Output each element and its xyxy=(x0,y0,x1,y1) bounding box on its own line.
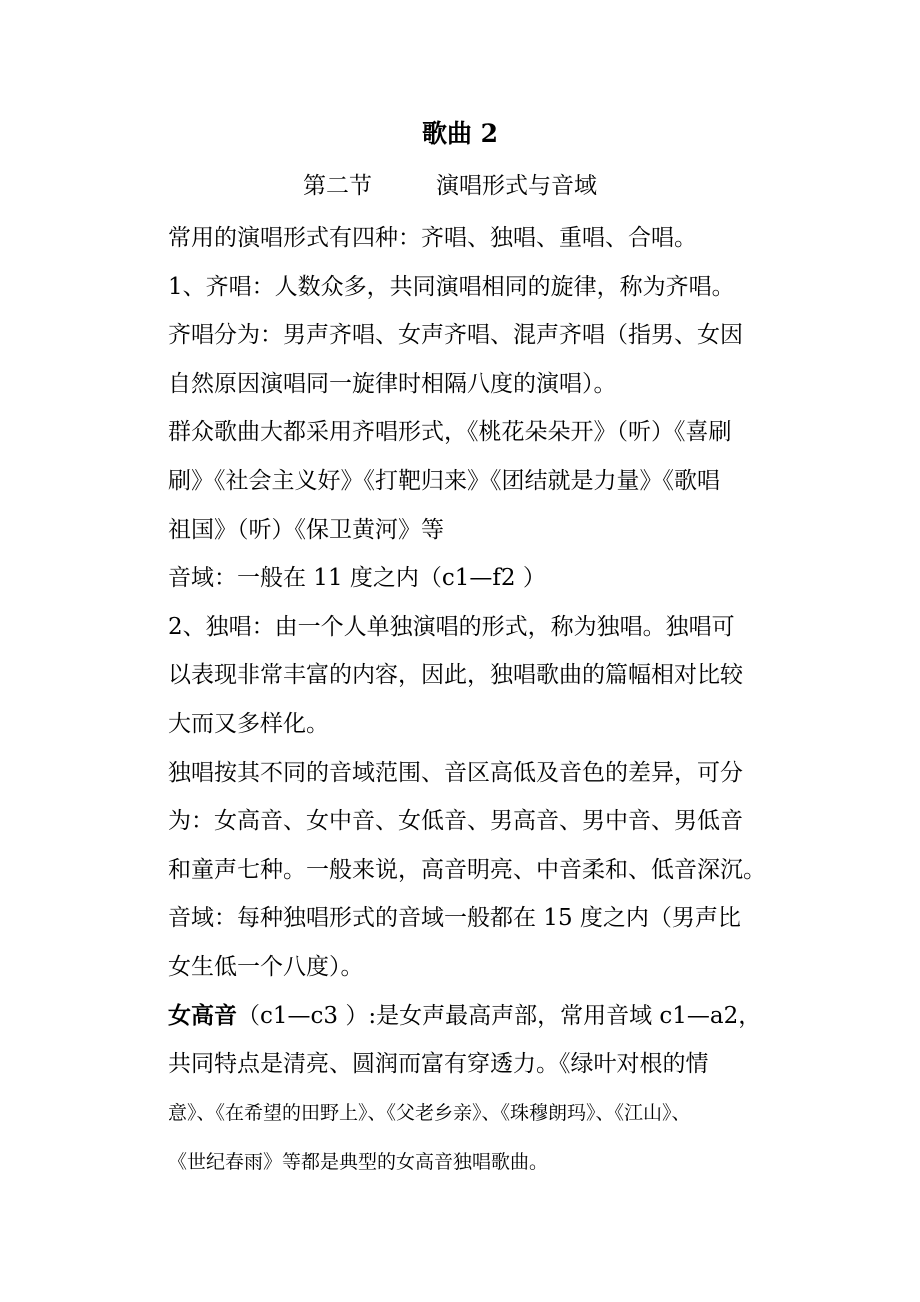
paragraph-line: 刷》《社会主义好》《打靶归来》《团结就是力量》《歌唱 xyxy=(168,467,720,494)
soprano-line: 共同特点是清亮、圆润而富有穿透力。《绿叶对根的情 xyxy=(168,1051,709,1078)
paragraph-line: 自然原因演唱同一旋律时相隔八度的演唱）。 xyxy=(168,370,617,397)
paragraph-line: 为：女高音、女中音、女低音、男高音、男中音、男低音 xyxy=(168,808,743,835)
soprano-line xyxy=(168,1137,788,1187)
paragraph-line: 和童声七种。一般来说，高音明亮、中音柔和、低音深沉。 xyxy=(168,856,766,883)
section-number: 第二节 xyxy=(303,173,372,199)
paragraph-line: 2、独唱：由一个人单独演唱的形式，称为独唱。独唱可 xyxy=(168,613,735,640)
soprano-term: 女高音 xyxy=(168,1001,237,1029)
paragraph-line: 1、齐唱：人数众多，共同演唱相同的旋律，称为齐唱。 xyxy=(168,273,735,300)
paragraph-line: 祖国》（听）《保卫黄河》等 xyxy=(168,516,444,543)
paragraph-line: 音域：一般在 11 度之内（c1—f2 ） xyxy=(168,565,546,592)
soprano-line xyxy=(168,992,788,1041)
soprano-line: 意》、《在希望的田野上》、《父老乡亲》、《珠穆朗玛》、《江山》、 xyxy=(168,1101,691,1124)
soprano-line-text: 《世纪春雨》等都是典型的女高音独唱歌曲。 xyxy=(168,1151,549,1174)
paragraph-line: 齐唱分为：男声齐唱、女声齐唱、混声齐唱（指男、女因 xyxy=(168,322,743,349)
paragraph-line: 群众歌曲大都采用齐唱形式，《桃花朵朵开》（听）《喜刷 xyxy=(168,419,732,446)
document-body xyxy=(168,214,788,1187)
section-heading xyxy=(303,166,597,206)
paragraph-line: 常用的演唱形式有四种：齐唱、独唱、重唱、合唱。 xyxy=(168,225,697,251)
paragraph-line: 女生低一个八度）。 xyxy=(168,953,364,980)
paragraph-line: 以表现非常丰富的内容，因此，独唱歌曲的篇幅相对比较 xyxy=(168,662,743,689)
section-name: 演唱形式与音域 xyxy=(436,173,597,199)
soprano-range: （c1—c3 ）:是女声最高声部，常用音域 c1—a2， xyxy=(237,1002,762,1029)
paragraph-line: 独唱按其不同的音域范围、音区高低及音色的差异，可分 xyxy=(168,759,743,786)
document-title: 歌曲 2 xyxy=(421,119,499,148)
paragraph-line: 音域：每种独唱形式的音域一般都在 15 度之内（男声比 xyxy=(168,905,741,932)
paragraph-line: 大而又多样化。 xyxy=(168,710,329,737)
